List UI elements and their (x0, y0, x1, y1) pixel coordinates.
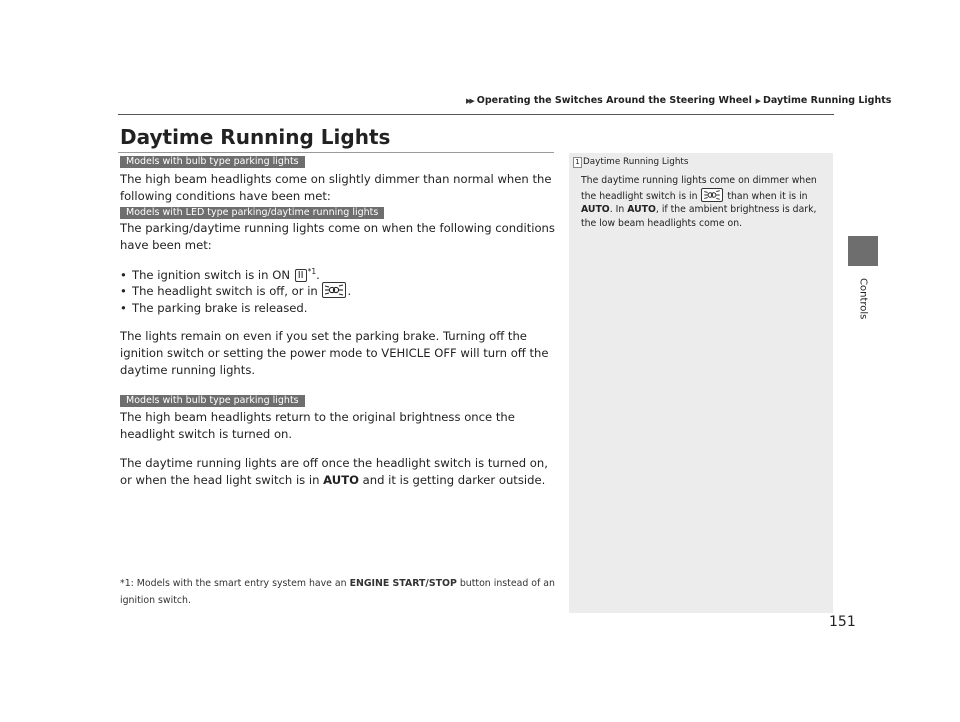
bullet-parking-brake: • The parking brake is released. (120, 301, 308, 315)
footnote-ref[interactable]: *1 (307, 267, 317, 276)
double-arrow-icon: ▶▶ (466, 97, 473, 105)
para-parking: The parking/daytime running lights come on when the following conditions have been met: (120, 221, 555, 252)
para-remain: The lights remain on even if you set the parking brake. Turning off the ignition switch or setting the power mode to VEHICLE OFF will turn off the daytime running lights. (120, 329, 549, 377)
sidebar-heading-text: Daytime Running Lights (583, 157, 689, 167)
bullet-headlight: • The headlight switch is off, or in . (120, 284, 352, 298)
para-return: The high beam headlights return to the original brightness once the headlight switch is turned on. (120, 410, 515, 441)
sidebar-heading (573, 157, 688, 168)
section-tab-marker (848, 236, 878, 266)
sidebar-text-3: . In (609, 204, 628, 215)
model-tag-bulb-2: Models with bulb type parking lights (120, 395, 305, 407)
bullet-ignition-text: The ignition switch is in ON (132, 268, 294, 282)
footnote-text-end: button instead of an ignition switch. (120, 578, 555, 606)
engine-start-stop-label: ENGINE START/STOP (349, 578, 457, 589)
section-tab-label[interactable]: Controls (857, 278, 869, 320)
bullet-headlight-text: The headlight switch is off, or in (132, 284, 322, 298)
sidebar-text-2: than when it is in (724, 190, 808, 202)
title-divider (118, 152, 554, 153)
sidebar-auto-2: AUTO (627, 204, 656, 215)
para-off-text-end: and it is getting darker outside. (358, 473, 546, 487)
footnote-text: *1: Models with the smart entry system have an (120, 578, 350, 589)
model-tag-led: Models with LED type parking/daytime running lights (120, 207, 384, 219)
bullet-headlight-end: . (347, 284, 352, 298)
page-title: Daytime Running Lights (120, 125, 391, 149)
model-tag-bulb: Models with bulb type parking lights (120, 156, 305, 168)
breadcrumb-section[interactable]: Operating the Switches Around the Steering Wheel (476, 95, 752, 106)
sidebar-text-1: The daytime running lights come on dimmer when the headlight switch is in (581, 175, 817, 202)
breadcrumb-page: Daytime Running Lights (763, 95, 892, 106)
bullet-ignition: • The ignition switch is in ON II $^{*1}$. (120, 267, 320, 282)
bullet-parking-brake-text: The parking brake is released. (132, 301, 308, 315)
sidebar-text-4: , if the ambient brightness is dark, the low beam headlights come on. (581, 204, 817, 229)
para-off (120, 455, 558, 489)
page-number: 151 (829, 614, 856, 630)
sidebar-auto-1: AUTO (581, 204, 610, 215)
sidebar-text (581, 174, 826, 230)
arrow-icon: ▶ (755, 97, 759, 105)
auto-label: AUTO (323, 473, 359, 487)
para-off-text: The daytime running lights are off once the headlight switch is turned on, or when the head light switch is in (120, 456, 548, 487)
header-divider (118, 114, 834, 115)
low-beam-headlight-icon (322, 282, 346, 298)
para-high-beam: The high beam headlights come on slightly dimmer than normal when the following conditions have been met: (120, 172, 552, 203)
reference-number-icon: 1 (573, 157, 582, 168)
breadcrumb (466, 95, 892, 106)
ignition-key-icon: II (295, 269, 307, 282)
low-beam-headlight-icon (701, 188, 723, 202)
footnote (120, 575, 560, 609)
bullet-ignition-end: . (316, 268, 320, 282)
